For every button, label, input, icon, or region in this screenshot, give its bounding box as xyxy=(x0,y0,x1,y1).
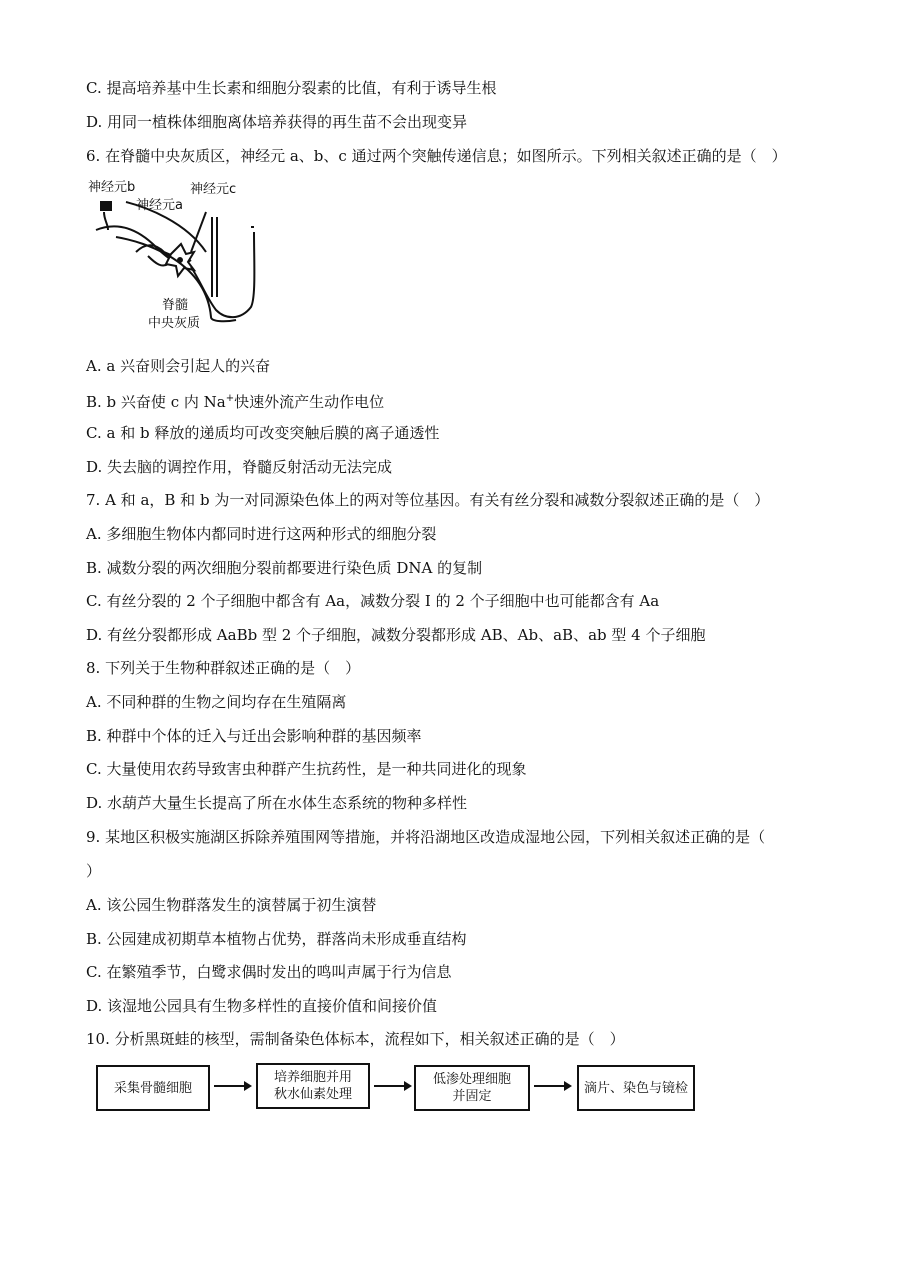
question-6: 6. 在脊髓中央灰质区，神经元 a、b、c 通过两个突触传递信息；如图所示。下列相关叙述正确的是（ ） xyxy=(86,147,787,165)
flow-step-3-line1: 低渗处理细胞 xyxy=(432,1072,511,1087)
flow-step-3 xyxy=(414,1065,530,1111)
option-c-q8: C. 大量使用农药导致害虫种群产生抗药性，是一种共同进化的现象 xyxy=(86,760,527,778)
option-c-q7: C. 有丝分裂的 2 个子细胞中都含有 Aa，减数分裂 I 的 2 个子细胞中也可能都含有 Aa xyxy=(86,592,660,610)
sodium-charge: + xyxy=(225,393,235,404)
option-d-q6: D. 失去脑的调控作用，脊髓反射活动无法完成 xyxy=(86,458,393,476)
label-central-gray: 中央灰质 xyxy=(148,316,201,331)
neuron-diagram xyxy=(86,172,286,334)
option-c-q6: C. a 和 b 释放的递质均可改变突触后膜的离子通透性 xyxy=(86,424,440,442)
flow-step-4-text: 滴片、染色与镜检 xyxy=(583,1080,688,1096)
flow-step-4 xyxy=(577,1065,695,1111)
flow-step-2-line1: 培养细胞并用 xyxy=(273,1070,352,1085)
option-a-q8: A. 不同种群的生物之间均存在生殖隔离 xyxy=(86,693,347,711)
option-b-q6-pre: B. b 兴奋使 c 内 Na xyxy=(86,393,226,411)
option-b-q6 xyxy=(86,389,384,412)
label-neuron-a: 神经元a xyxy=(136,198,183,213)
option-b-q8: B. 种群中个体的迁入与迁出会影响种群的基因频率 xyxy=(86,727,422,745)
flow-step-1-text: 采集骨髓细胞 xyxy=(113,1080,192,1096)
option-a-q7: A. 多细胞生物体内都同时进行这两种形式的细胞分裂 xyxy=(86,525,437,543)
flow-step-1 xyxy=(96,1065,210,1111)
question-9-end: ） xyxy=(86,862,102,880)
flow-step-2 xyxy=(256,1063,370,1109)
option-c-q9: C. 在繁殖季节，白鹭求偶时发出的鸣叫声属于行为信息 xyxy=(86,963,452,981)
question-7: 7. A 和 a，B 和 b 为一对同源染色体上的两对等位基因。有关有丝分裂和减数分裂叙述正确的是（ ） xyxy=(86,491,770,509)
option-c-q5: C. 提高培养基中生长素和细胞分裂素的比值，有利于诱导生根 xyxy=(86,79,497,97)
arrow-icon xyxy=(214,1085,250,1087)
flow-step-2-text xyxy=(274,1069,352,1103)
option-b-q6-post: 快速外流产生动作电位 xyxy=(234,393,385,411)
flowchart xyxy=(96,1063,716,1113)
flow-step-3-text xyxy=(433,1071,511,1105)
option-d-q5: D. 用同一植株体细胞离体培养获得的再生苗不会出现变异 xyxy=(86,113,468,131)
label-neuron-b: 神经元b xyxy=(88,180,136,195)
option-d-q8: D. 水葫芦大量生长提高了所在水体生态系统的物种多样性 xyxy=(86,794,468,812)
label-spinal: 脊髓 xyxy=(162,298,189,313)
question-9: 9. 某地区积极实施湖区拆除养殖围网等措施，并将沿湖地区改造成湿地公园，下列相关叙述正确的是（ xyxy=(86,828,766,846)
option-d-q7: D. 有丝分裂都形成 AaBb 型 2 个子细胞，减数分裂都形成 AB、Ab、aB、ab 型 4 个子细胞 xyxy=(86,626,706,644)
question-8: 8. 下列关于生物种群叙述正确的是（ ） xyxy=(86,659,361,677)
flow-step-2-line2: 秋水仙素处理 xyxy=(273,1087,352,1102)
arrow-icon xyxy=(534,1085,570,1087)
option-b-q9: B. 公园建成初期草本植物占优势，群落尚未形成垂直结构 xyxy=(86,930,467,948)
option-a-q6: A. a 兴奋则会引起人的兴奋 xyxy=(86,357,271,375)
option-d-q9: D. 该湿地公园具有生物多样性的直接价值和间接价值 xyxy=(86,997,438,1015)
option-b-q7: B. 减数分裂的两次细胞分裂前都要进行染色质 DNA 的复制 xyxy=(86,559,483,577)
flow-step-3-line2: 并固定 xyxy=(452,1089,492,1104)
question-10: 10. 分析黑斑蛙的核型，需制备染色体标本，流程如下，相关叙述正确的是（ ） xyxy=(86,1030,625,1048)
option-a-q9: A. 该公园生物群落发生的演替属于初生演替 xyxy=(86,896,377,914)
label-neuron-c: 神经元c xyxy=(190,182,237,197)
arrow-icon xyxy=(374,1085,410,1087)
